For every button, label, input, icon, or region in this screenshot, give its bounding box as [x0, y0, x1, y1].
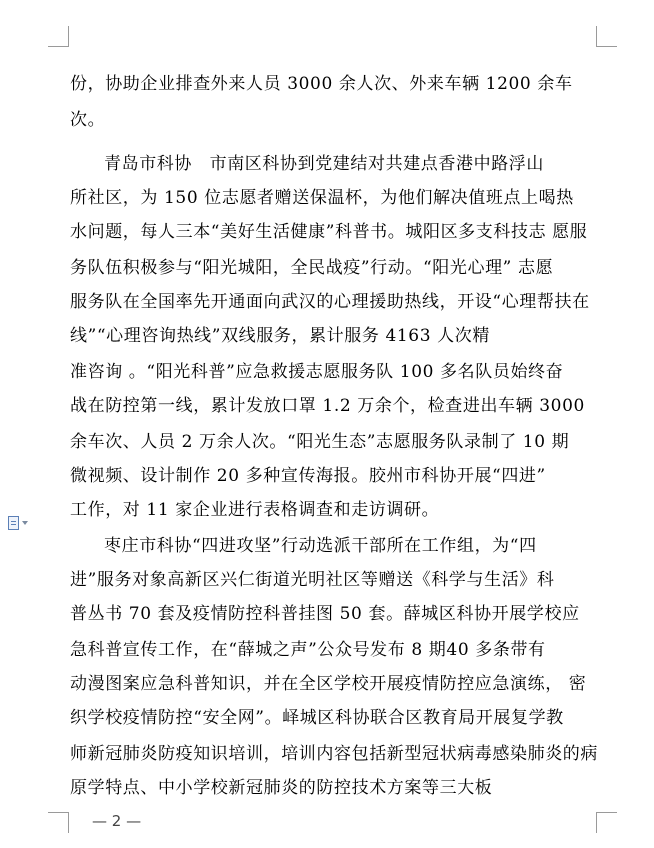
- text-line: 水问题，每人三本“美好生活健康”科普书。城阳区多支科技志 愿服: [70, 222, 588, 242]
- crop-mark-bottom-left: [48, 812, 69, 833]
- text-line: 次。: [70, 110, 106, 130]
- crop-mark-bottom-right: [596, 812, 617, 833]
- text-line: 织学校疫情防控“安全网”。峄城区科协联合区教育局开展复学教: [70, 708, 564, 728]
- text-line: 师新冠肺炎防疫知识培训，培训内容包括新型冠状病毒感染肺炎的病: [70, 744, 598, 764]
- page-number: — 2 —: [92, 812, 142, 830]
- text-line: 工作，对 11 家企业进行表格调查和走访调研。: [70, 500, 440, 520]
- text-line: 份，协助企业排查外来人员 3000 余人次、外来车辆 1200 余车: [70, 74, 573, 94]
- chevron-down-icon: [22, 521, 28, 525]
- text-line: 原学特点、中小学校新冠肺炎的防控技术方案等三大板: [70, 778, 493, 798]
- text-line: 战在防控第一线，累计发放口罩 1.2 万余个，检查进出车辆 3000: [70, 396, 585, 416]
- text-line: 服务队在全国率先开通面向武汉的心理援助热线，开设“心理帮扶在: [70, 292, 590, 312]
- text-line: 准咨询 。“阳光科普”应急救援志愿服务队 100 多名队员始终奋: [70, 362, 564, 382]
- text-line: 线”“心理咨询热线”双线服务，累计服务 4163 人次精: [70, 326, 490, 346]
- text-line: 微视频、设计制作 20 多种宣传海报。胶州市科协开展“四进”: [70, 466, 546, 486]
- paragraph-options-icon[interactable]: [8, 516, 30, 532]
- text-line: 急科普宣传工作，在“薛城之声”公众号发布 8 期40 多条带有: [70, 640, 546, 660]
- text-line: 普丛书 70 套及疫情防控科普挂图 50 套。薛城区科协开展学校应: [70, 604, 580, 624]
- text-line: 所社区，为 150 位志愿者赠送保温杯，为他们解决值班点上喝热: [70, 188, 574, 208]
- text-line: 进”服务对象高新区兴仁街道光明社区等赠送《科学与生活》科: [70, 570, 555, 590]
- crop-mark-top-left: [48, 26, 69, 47]
- text-line: 青岛市科协 市南区科协到党建结对共建点香港中路浮山: [104, 154, 544, 174]
- text-line: 枣庄市科协“四进攻坚”行动选派干部所在工作组，为“四: [104, 536, 537, 556]
- text-line: 务队伍积极参与“阳光城阳，全民战疫”行动。“阳光心理” 志愿: [70, 258, 554, 278]
- document-icon: [8, 516, 19, 530]
- crop-mark-top-right: [596, 26, 617, 47]
- text-line: 动漫图案应急科普知识，并在全区学校开展疫情防控应急演练， 密: [70, 674, 587, 694]
- text-line: 余车次、人员 2 万余人次。“阳光生态”志愿服务队录制了 10 期: [70, 432, 570, 452]
